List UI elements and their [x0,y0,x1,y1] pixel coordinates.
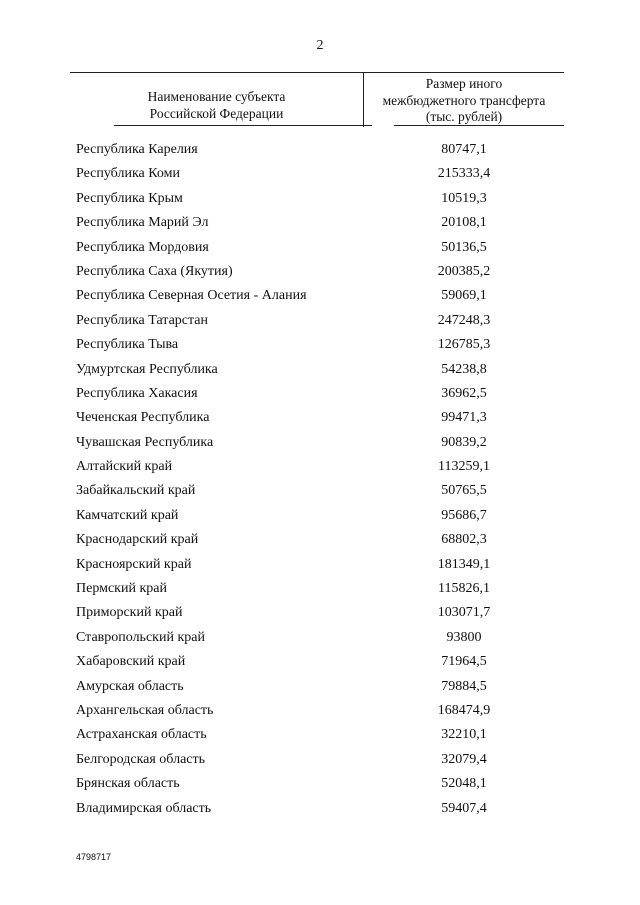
transfer-amount: 59069,1 [441,288,487,304]
region-name: Чеченская Республика [76,410,210,426]
header-amount-line3: (тыс. рублей) [425,109,503,124]
transfer-amount: 115826,1 [438,581,490,597]
table-body [0,140,640,823]
transfer-amount: 126785,3 [437,337,491,353]
transfer-amount: 52048,1 [441,776,487,792]
transfer-amount: 36962,5 [441,385,487,401]
header-top-rule [70,72,564,73]
transfer-amount: 59407,4 [441,800,487,816]
region-name: Красноярский край [76,556,192,572]
region-name: Республика Татарстан [76,312,209,328]
region-name: Владимирская область [76,800,212,816]
region-name: Приморский край [76,605,183,621]
table-row [0,408,640,432]
transfer-amount: 168474,9 [437,702,491,718]
table-row [0,774,640,798]
region-name: Пермский край [76,581,167,597]
region-name: Республика Хакасия [76,385,198,401]
region-name: Республика Северная Осетия - Алания [76,288,307,304]
transfer-amount: 90839,2 [441,434,487,450]
table-row [0,164,640,188]
table-row [0,140,640,164]
region-name: Брянская область [76,776,180,792]
table-row [0,286,640,310]
table-row [0,677,640,701]
header-bottom-rule-left [114,125,372,126]
header-region-line1: Наименование субъекта [147,89,286,104]
transfer-amount: 10519,3 [441,190,487,206]
table-row [0,701,640,725]
table-row [0,457,640,481]
table-row [0,262,640,286]
table-row [0,335,640,359]
table-row [0,603,640,627]
transfer-amount: 32210,1 [441,727,487,743]
region-name: Ставропольский край [76,629,205,645]
table-row [0,213,640,237]
region-name: Чувашская Республика [76,434,214,450]
table-row [0,506,640,530]
region-name: Астраханская область [76,727,207,743]
transfer-amount: 54238,8 [441,361,487,377]
transfer-amount: 247248,3 [437,312,491,328]
transfer-amount: 68802,3 [441,532,487,548]
region-name: Амурская область [76,678,184,694]
header-bottom-rule-right [394,125,564,126]
page-number: 2 [316,38,324,53]
table-row [0,628,640,652]
transfer-amount: 200385,2 [437,263,491,279]
region-name: Республика Марий Эл [76,215,209,231]
table-row [0,384,640,408]
transfer-amount: 80747,1 [441,142,487,157]
table-row [0,238,640,262]
region-name: Республика Мордовия [76,239,209,255]
transfer-amount: 93800 [446,629,482,645]
transfer-amount: 50765,5 [441,483,487,499]
table-row [0,433,640,457]
transfer-amount: 71964,5 [441,654,487,670]
region-name: Республика Тыва [76,337,179,353]
header-amount-line1: Размер иного [425,76,503,91]
header-amount-column [364,76,564,126]
table-row [0,725,640,749]
transfer-amount: 20108,1 [441,215,487,231]
table-row [0,189,640,213]
transfer-amount: 99471,3 [441,410,487,426]
region-name: Хабаровский край [76,654,186,670]
region-name: Архангельская область [76,702,214,718]
table-row [0,360,640,384]
region-name: Белгородская область [76,751,206,767]
region-name: Республика Коми [76,166,180,182]
region-name: Алтайский край [76,459,173,475]
region-name: Камчатский край [76,507,179,523]
transfer-amount: 95686,7 [441,507,487,523]
table-row [0,481,640,505]
table-row [0,579,640,603]
region-name: Забайкальский край [76,483,196,499]
region-name: Республика Саха (Якутия) [76,263,233,279]
table-row [0,555,640,579]
transfer-amount: 113259,1 [438,459,490,475]
table-row [0,652,640,676]
header-region-line2: Российской Федерации [149,106,284,121]
region-name: Краснодарский край [76,532,199,548]
transfer-amount: 50136,5 [441,239,487,255]
table-header [70,72,564,127]
header-amount-line2: межбюджетного трансферта [382,92,546,108]
document-code: 4798717 [76,852,112,862]
transfer-amount: 79884,5 [441,678,487,694]
region-name: Республика Карелия [76,142,198,157]
header-region-column [70,88,363,122]
table-row [0,530,640,554]
table-row [0,311,640,335]
region-name: Удмуртская Республика [76,361,218,377]
transfer-amount: 103071,7 [437,605,491,621]
transfer-amount: 32079,4 [441,751,487,767]
table-row [0,750,640,774]
table-row [0,799,640,823]
transfer-amount: 181349,1 [437,556,491,572]
region-name: Республика Крым [76,190,183,206]
transfer-amount: 215333,4 [437,166,491,182]
